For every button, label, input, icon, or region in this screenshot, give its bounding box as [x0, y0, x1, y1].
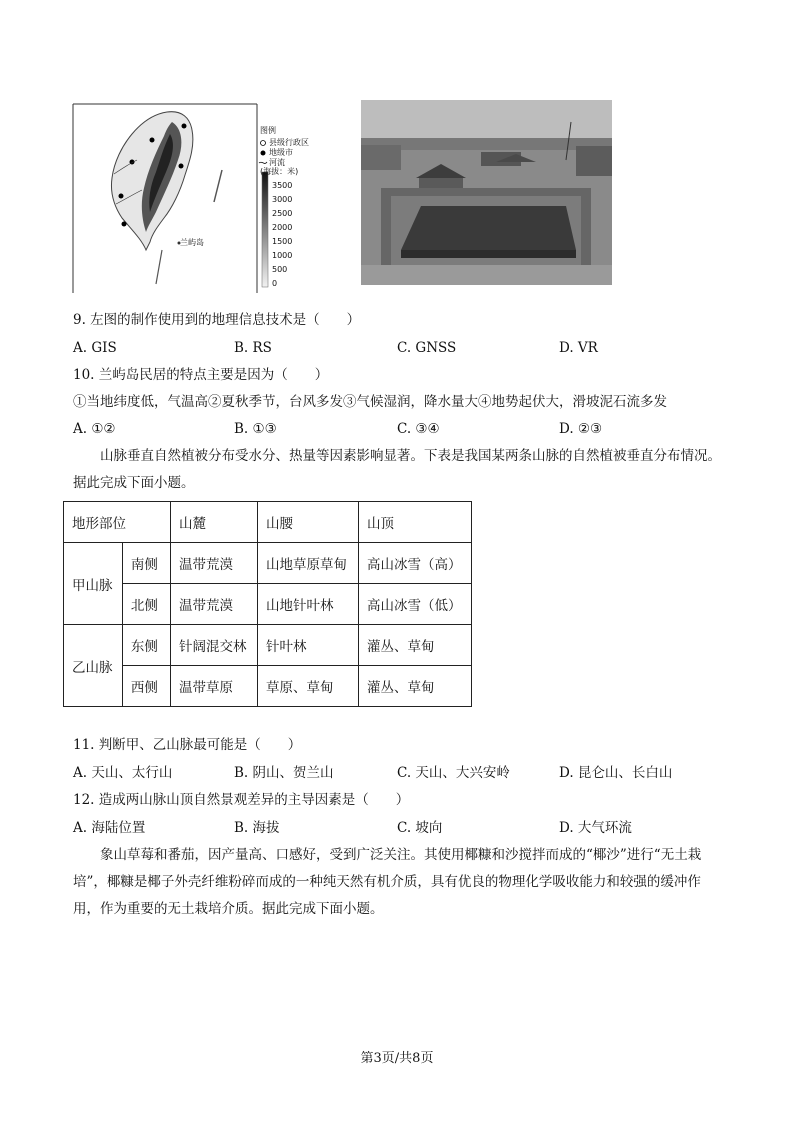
elevation-tick: 1500: [272, 237, 293, 246]
question-12-option-a[interactable]: A. 海陆位置: [73, 820, 146, 836]
legend-title: 图例: [260, 126, 276, 135]
passage-soilless-cultivation: 象山草莓和番茄，因产量高、口感好，受到广泛关注。其使用椰糠和沙搅拌而成的“椰沙”进行“无土栽培”，椰糠是椰子外壳纤维粉碎而成的一种纯天然有机介质，具有优良的物理化学吸收能力和较强的缓冲作用，作为重要的无土栽培介质。据此完成下面小题。: [73, 847, 702, 917]
elevation-tick: 500: [272, 265, 288, 274]
page-number: 第3页/共8页: [360, 1051, 434, 1066]
question-10-statements: ①当地纬度低，气温高②夏秋季节，台风多发③气候湿润，降水量大④地势起伏大，滑坡泥石流多发: [73, 394, 667, 410]
table-header-cell: 山腰: [258, 502, 359, 543]
table-cell: 高山冰雪（低）: [359, 584, 472, 625]
elevation-tick: 2000: [272, 223, 293, 232]
table-header-row: [64, 502, 472, 543]
legend-river: 河流: [269, 158, 285, 167]
island-label: 兰屿岛: [180, 238, 204, 247]
question-9-option-b[interactable]: B. RS: [234, 340, 272, 356]
legend-county: 县级行政区: [269, 138, 309, 147]
question-10-option-a[interactable]: A. ①②: [73, 421, 116, 437]
question-11-option-d[interactable]: D. 昆仑山、长白山: [559, 765, 673, 781]
question-11-stem: 11. 判断甲、乙山脉最可能是（ ）: [73, 737, 302, 753]
table-cell: 南侧: [122, 543, 170, 584]
question-12-option-c[interactable]: C. 坡向: [397, 820, 443, 836]
table-cell: 灌丛、草甸: [359, 625, 472, 666]
elevation-tick: 3000: [272, 195, 293, 204]
question-9-option-a[interactable]: A. GIS: [73, 340, 117, 356]
table-cell: 针阔混交林: [171, 625, 258, 666]
taiwan-map: [72, 100, 334, 293]
mountain-name-cell: 乙山脉: [64, 625, 123, 707]
table-cell: 针叶林: [258, 625, 359, 666]
question-10-option-c[interactable]: C. ③④: [397, 421, 440, 437]
table-cell: 温带草原: [171, 666, 258, 707]
question-10-option-b[interactable]: B. ①③: [234, 421, 277, 437]
table-cell: 北侧: [122, 584, 170, 625]
table-cell: 山地针叶林: [258, 584, 359, 625]
question-9-stem: 9. 左图的制作使用到的地理信息技术是（ ）: [73, 312, 361, 328]
elevation-tick: 3500: [272, 181, 293, 190]
question-11-option-b[interactable]: B. 阴山、贺兰山: [234, 765, 334, 781]
question-12-option-b[interactable]: B. 海拔: [234, 820, 280, 836]
table-cell: 灌丛、草甸: [359, 666, 472, 707]
table-cell: 温带荒漠: [171, 584, 258, 625]
table-cell: 高山冰雪（高）: [359, 543, 472, 584]
question-9-option-d[interactable]: D. VR: [559, 340, 598, 356]
mountain-name-cell: 甲山脉: [64, 543, 123, 625]
question-12-option-d[interactable]: D. 大气环流: [559, 820, 632, 836]
question-9-option-c[interactable]: C. GNSS: [397, 340, 457, 356]
question-11-option-a[interactable]: A. 天山、太行山: [73, 765, 173, 781]
table-header-cell: 地形部位: [64, 502, 171, 543]
elevation-tick: 1000: [272, 251, 293, 260]
table-row: [64, 625, 472, 666]
question-10-option-d[interactable]: D. ②③: [559, 421, 603, 437]
table-cell: 山地草原草甸: [258, 543, 359, 584]
table-cell: 西侧: [122, 666, 170, 707]
lanyu-houses-photo: [361, 100, 612, 285]
table-header-cell: 山顶: [359, 502, 472, 543]
table-row: [64, 543, 472, 584]
table-row: [64, 666, 472, 707]
table-cell: 东侧: [122, 625, 170, 666]
table-row: [64, 584, 472, 625]
question-12-stem: 12. 造成两山脉山顶自然景观差异的主导因素是（ ）: [73, 792, 410, 808]
taiwan-map-figure: [72, 100, 334, 293]
legend-city: 地级市: [269, 148, 293, 157]
question-10-stem: 10. 兰屿岛民居的特点主要是因为（ ）: [73, 367, 329, 383]
legend-elevation-caption: (海拔：米): [260, 167, 299, 176]
elevation-tick: 0: [272, 279, 278, 288]
vegetation-table: [63, 501, 472, 707]
table-header-cell: 山麓: [171, 502, 258, 543]
table-cell: 草原、草甸: [258, 666, 359, 707]
house-photo-illustration: [361, 100, 612, 285]
question-11-option-c[interactable]: C. 天山、大兴安岭: [397, 765, 510, 781]
table-cell: 温带荒漠: [171, 543, 258, 584]
passage-mountain-vegetation: 山脉垂直自然植被分布受水分、热量等因素影响显著。下表是我国某两条山脉的自然植被垂直分布情况。据此完成下面小题。: [73, 448, 721, 491]
elevation-tick: 2500: [272, 209, 293, 218]
